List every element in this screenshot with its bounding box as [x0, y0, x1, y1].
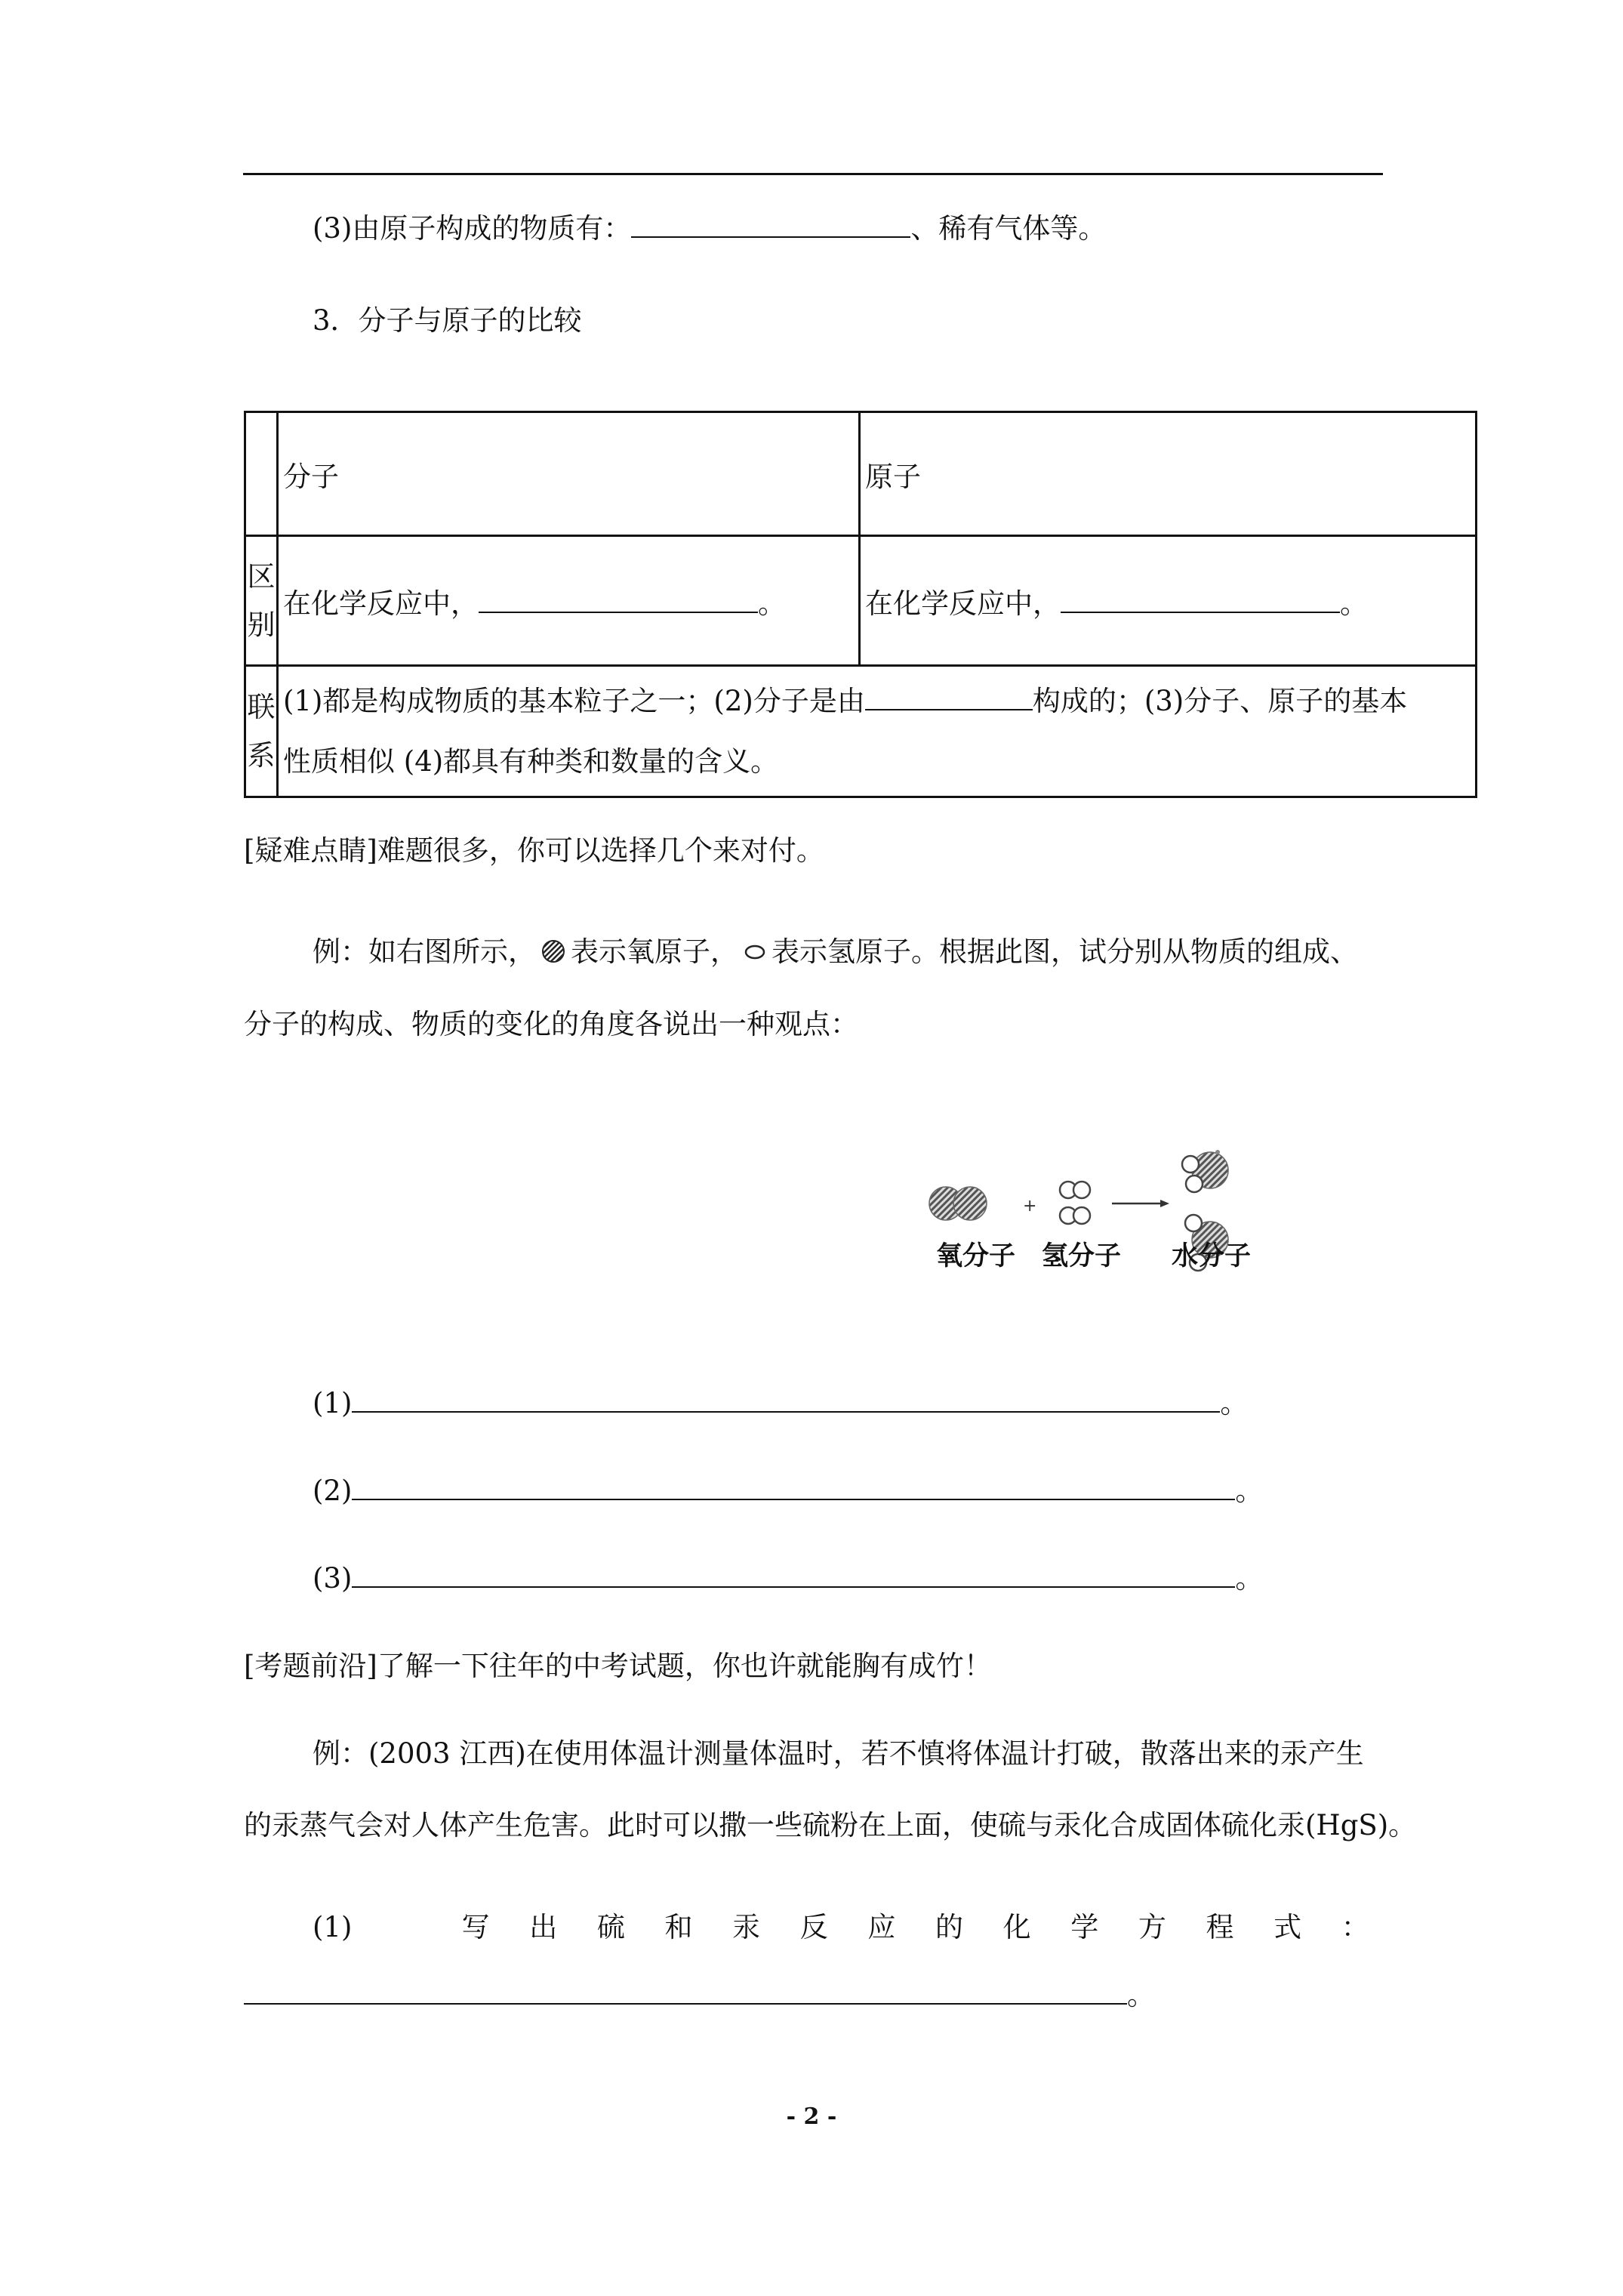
comparison-table	[244, 411, 1477, 798]
corner-cell	[245, 412, 278, 536]
hydrogen-molecule-label: 氢分子	[1042, 1241, 1122, 1271]
table-row	[245, 666, 1477, 797]
section-heading: 3．分子与原子的比较	[313, 304, 582, 337]
answer-line-1: (1) 。	[313, 1387, 1249, 1419]
difference-molecule: 在化学反应中， 。	[278, 536, 860, 666]
water-molecule-label: 水分子	[1172, 1241, 1252, 1271]
item-3-line: (3)由原子构成的物质有： 、稀有气体等。	[313, 212, 1107, 245]
plus-sign: +	[1023, 1197, 1037, 1216]
answer-blank[interactable]	[479, 589, 758, 613]
answer-blank[interactable]	[631, 214, 910, 238]
example-1-line-2: 分子的构成、物质的变化的角度各说出一种观点：	[244, 1008, 858, 1040]
hydrogen-atom-icon	[743, 943, 767, 961]
question-1-line: (1) 写 出 硫 和 汞 反 应 的 化 学 方 程 式 ：	[313, 1911, 1369, 1943]
answer-line-2: (2) 。	[313, 1475, 1264, 1507]
answer-blank[interactable]	[352, 1564, 1235, 1588]
answer-blank[interactable]	[244, 1980, 1127, 2005]
reaction-arrow-icon	[1112, 1200, 1169, 1207]
answer-line-3: (3) 。	[313, 1562, 1264, 1595]
answer-blank[interactable]	[865, 686, 1033, 710]
hydrogen-molecules-icon	[1060, 1182, 1090, 1224]
table-row	[245, 536, 1477, 666]
difference-atom: 在化学反应中， 。	[860, 536, 1477, 666]
header-molecule: 分子	[278, 412, 860, 536]
row-label-relation: 联 系	[245, 666, 278, 797]
question-1-answer-line: 。	[244, 1978, 1155, 2013]
row-label-difference: 区 别	[245, 536, 278, 666]
oxygen-molecule-icon	[929, 1187, 987, 1220]
relation-cell: (1)都是构成物质的基本粒子之一；(2)分子是由 构成的；(3)分子、原子的基本 性质相似 (4)都具有种类和数量的含义。	[278, 666, 1477, 797]
table-row	[245, 412, 1477, 536]
oxygen-atom-icon	[540, 938, 566, 964]
oxygen-molecule-label: 氧分子	[936, 1241, 1016, 1271]
header-atom: 原子	[860, 412, 1477, 536]
example-2-line-2: 的汞蒸气会对人体产生危害。此时可以撒一些硫粉在上面，使硫与汞化合成固体硫化汞(HgS)。	[244, 1809, 1417, 1841]
page-number: - 2 -	[786, 2103, 837, 2130]
example-2-line-1: 例：(2003 江西)在使用体温计测量体温时，若不慎将体温计打破，散落出来的汞产生	[313, 1737, 1364, 1770]
difficulty-heading: [疑难点睛]难题很多，你可以选择几个来对付。	[244, 834, 824, 867]
answer-blank[interactable]	[352, 1388, 1220, 1413]
answer-blank[interactable]	[352, 1476, 1235, 1500]
frontier-heading: [考题前沿]了解一下往年的中考试题，你也许就能胸有成竹！	[244, 1650, 992, 1682]
answer-blank[interactable]	[1061, 589, 1340, 613]
example-1-line-1: 例：如右图所示， 表示氧原子， 表示氢原子。根据此图，试分别从物质的组成、	[313, 935, 1358, 968]
header-rule	[243, 173, 1383, 175]
